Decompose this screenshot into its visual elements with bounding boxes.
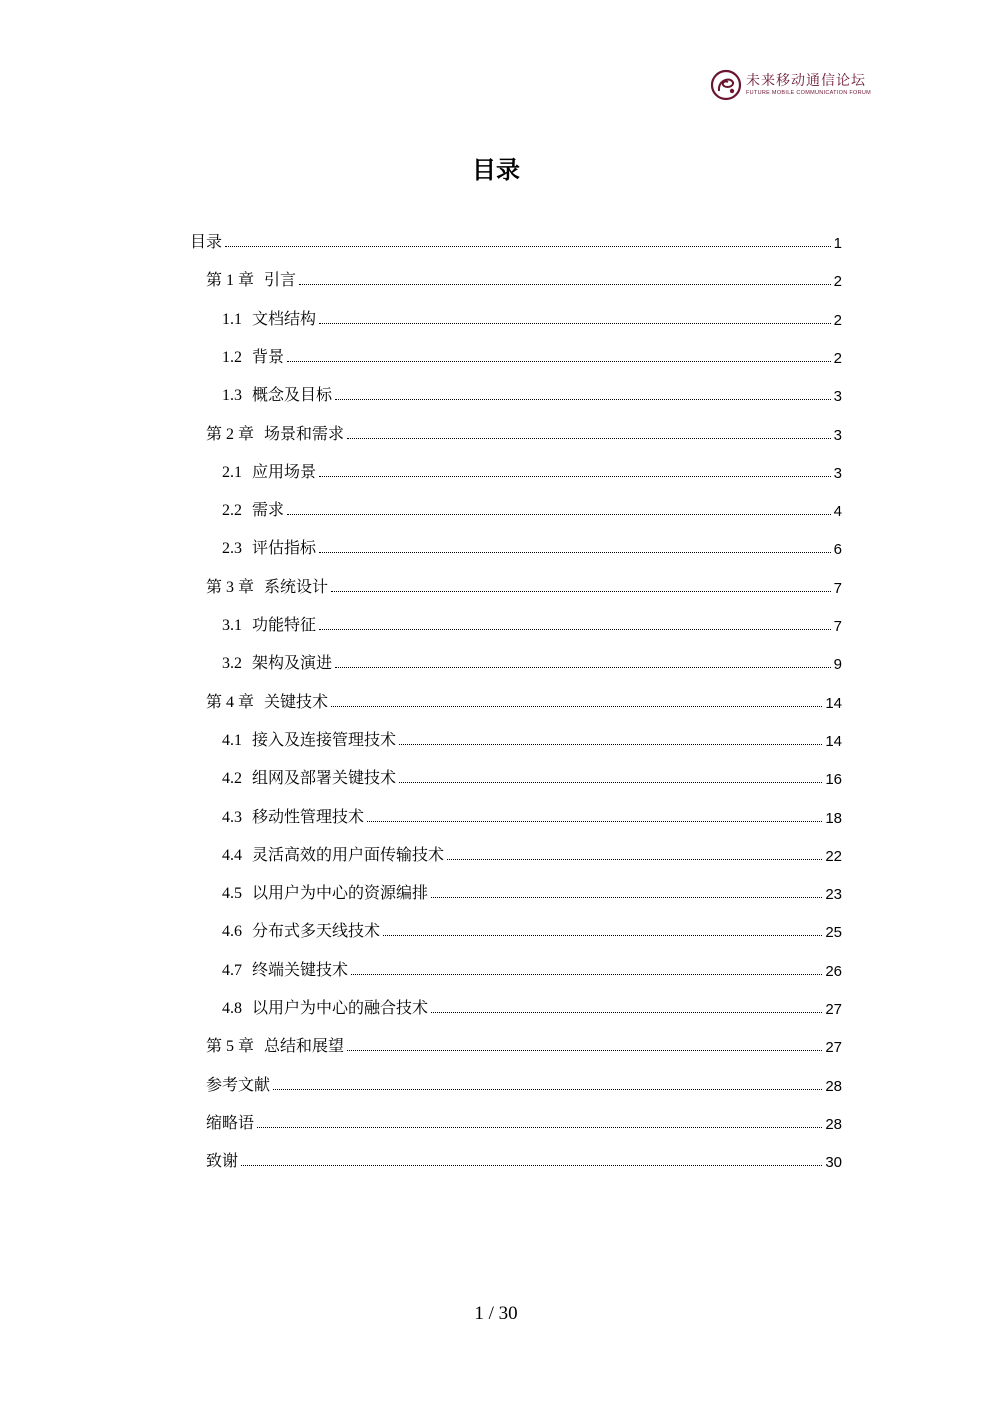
toc-entry-page: 2 (833, 273, 842, 291)
toc-entry[interactable] (222, 988, 842, 1018)
toc-leader-dots (257, 1126, 822, 1128)
toc-entry-page: 14 (825, 694, 842, 712)
toc-entry-label: 架构及演进 (252, 653, 333, 673)
toc-entry-number: 4.3 (222, 808, 242, 826)
toc-entry-text (222, 765, 396, 788)
toc-entry[interactable] (222, 528, 842, 558)
toc-entry[interactable] (206, 260, 842, 290)
toc-entry-number: 4.7 (222, 961, 242, 979)
toc-entry-page: 9 (833, 656, 842, 674)
toc-entry-number: 第 5 章 (206, 1038, 255, 1056)
toc-leader-dots (367, 820, 822, 822)
toc-entry[interactable] (206, 1065, 842, 1095)
toc-entry-label: 接入及连接管理技术 (252, 729, 397, 749)
toc-entry[interactable] (222, 873, 842, 903)
toc-entry[interactable] (222, 299, 842, 329)
toc-entry-text (222, 459, 316, 482)
toc-entry-page: 25 (825, 924, 842, 942)
toc-entry-page: 3 (833, 464, 842, 482)
toc-entry-text (222, 995, 428, 1018)
toc-entry-text (222, 727, 396, 750)
toc-leader-dots (273, 1088, 822, 1090)
toc-entry[interactable] (222, 835, 842, 865)
toc-entry-text (222, 382, 332, 405)
toc-entry-page: 14 (825, 732, 842, 750)
toc-entry-page: 18 (825, 809, 842, 827)
toc-leader-dots (431, 896, 822, 898)
toc-entry-text (222, 535, 316, 558)
toc-entry-label: 背景 (252, 346, 285, 366)
toc-entry-text (206, 1072, 270, 1095)
toc-entry-number: 2.3 (222, 540, 242, 558)
toc-entry-text (222, 804, 364, 827)
toc-leader-dots (287, 360, 831, 362)
toc-entry-text (222, 497, 284, 520)
toc-entry-page: 2 (833, 311, 842, 329)
toc-entry-text (206, 1110, 254, 1133)
logo-cn: 未来移动通信论坛 (746, 72, 866, 89)
toc-entry[interactable] (222, 452, 842, 482)
toc-leader-dots (287, 513, 831, 515)
toc-leader-dots (347, 1049, 822, 1051)
toc-entry-page: 3 (833, 426, 842, 444)
toc-entry-label: 评估指标 (252, 538, 317, 558)
toc-entry-label: 引言 (264, 270, 297, 290)
toc-entry-text (222, 306, 316, 329)
toc-entry-number: 第 3 章 (206, 578, 255, 596)
toc-entry-number: 4.5 (222, 885, 242, 903)
toc-entry-label: 致谢 (206, 1151, 239, 1171)
toc-entry-number: 1.3 (222, 387, 242, 405)
toc-entry-label: 灵活高效的用户面传输技术 (252, 844, 445, 864)
toc-entry-label: 以用户为中心的融合技术 (252, 998, 429, 1017)
toc-entry[interactable] (222, 758, 842, 788)
toc-entry-page: 28 (825, 1115, 842, 1133)
toc-entry-number: 第 2 章 (206, 425, 255, 443)
toc-leader-dots (447, 858, 822, 860)
toc-entry[interactable] (206, 1141, 842, 1171)
toc-leader-dots (319, 322, 831, 324)
toc-entry[interactable] (206, 1103, 842, 1133)
toc-entry[interactable] (190, 222, 842, 252)
toc-entry-text (222, 612, 316, 635)
toc-entry[interactable] (206, 567, 842, 597)
toc-entry-label: 关键技术 (264, 691, 329, 711)
toc-entry-text (206, 1033, 344, 1056)
toc-entry-label: 总结和展望 (264, 1036, 345, 1056)
page-title: 目录 (472, 156, 520, 184)
toc-entry-text (206, 421, 344, 444)
toc-entry-page: 26 (825, 962, 842, 980)
toc-leader-dots (347, 437, 831, 439)
toc-entry-label: 组网及部署关键技术 (252, 768, 397, 788)
toc-entry-number: 4.6 (222, 923, 242, 941)
toc-entry[interactable] (222, 337, 842, 367)
toc-entry-label: 文档结构 (252, 308, 317, 328)
toc-entry-number: 1.1 (222, 310, 242, 328)
toc-entry[interactable] (206, 1026, 842, 1056)
toc-entry-text (206, 267, 296, 290)
toc-entry-number: 4.8 (222, 1000, 242, 1017)
toc-entry-label: 功能特征 (252, 615, 317, 634)
toc-entry-page: 6 (833, 541, 842, 559)
toc-entry-number: 1.2 (222, 348, 242, 366)
toc-entry-number: 第 1 章 (206, 272, 255, 290)
toc-entry-label: 终端关键技术 (252, 959, 349, 979)
toc-entry-text (222, 880, 428, 903)
toc-leader-dots (331, 590, 831, 592)
toc-entry-text (206, 574, 328, 597)
toc-entry-label: 需求 (252, 500, 285, 520)
toc-entry[interactable] (222, 720, 842, 750)
toc-entry-page: 22 (825, 847, 842, 865)
toc-entry-number: 3.2 (222, 655, 242, 673)
toc-leader-dots (225, 245, 831, 247)
logo-text (746, 74, 871, 97)
toc-leader-dots (399, 781, 822, 783)
toc-entry-label: 分布式多天线技术 (252, 921, 381, 941)
toc-entry-page: 28 (825, 1077, 842, 1095)
toc-entry-page: 23 (825, 886, 842, 904)
toc-entry-label: 系统设计 (264, 576, 329, 596)
toc-leader-dots (241, 1164, 822, 1166)
toc-entry-label: 应用场景 (252, 461, 317, 481)
toc-entry-text (206, 689, 328, 712)
toc-entry-text (222, 957, 348, 980)
toc-entry-label: 以用户为中心的资源编排 (252, 883, 429, 903)
toc-entry-number: 3.1 (222, 617, 242, 634)
page-number: 1 / 30 (474, 1303, 518, 1324)
toc-entry-number: 2.1 (222, 463, 242, 481)
toc-entry-page: 30 (825, 1154, 842, 1172)
toc-entry-page: 2 (833, 349, 842, 367)
toc-entry[interactable] (222, 490, 842, 520)
toc-leader-dots (331, 705, 822, 707)
toc-entry-label: 场景和需求 (264, 423, 345, 443)
toc-entry-text (206, 1148, 238, 1171)
toc-leader-dots (299, 283, 831, 285)
toc-entry-text (222, 842, 444, 865)
toc-entry[interactable] (222, 605, 842, 635)
toc-entry-page: 27 (825, 1039, 842, 1057)
toc-entry-label: 参考文献 (206, 1074, 271, 1094)
toc-entry[interactable] (206, 682, 842, 712)
toc-entry[interactable] (222, 911, 842, 941)
toc-entry-number: 第 4 章 (206, 693, 255, 711)
toc-leader-dots (319, 475, 831, 477)
toc-leader-dots (431, 1011, 822, 1013)
toc-leader-dots (335, 398, 831, 400)
toc-entry-page: 16 (825, 771, 842, 789)
toc-entry[interactable] (206, 414, 842, 444)
toc-entry-page: 27 (825, 1001, 842, 1018)
toc-entry-label: 目录 (190, 232, 223, 251)
toc-leader-dots (399, 743, 822, 745)
toc-entry-number: 4.2 (222, 770, 242, 788)
toc-entry-text (222, 650, 332, 673)
toc-entry-label: 概念及目标 (252, 385, 333, 405)
toc-entry[interactable] (222, 643, 842, 673)
toc-leader-dots (383, 934, 822, 936)
toc-entry-page: 1 (833, 235, 842, 252)
toc-entry-number: 4.4 (222, 846, 242, 864)
toc-entry[interactable] (222, 375, 842, 405)
toc-entry-page: 7 (833, 618, 842, 635)
toc-entry-text (222, 918, 380, 941)
toc-leader-dots (319, 551, 831, 553)
toc-leader-dots (351, 973, 822, 975)
toc-entry-page: 3 (833, 388, 842, 406)
toc-entry-text (190, 229, 222, 252)
toc-entry-page: 7 (833, 579, 842, 597)
forum-logo (710, 68, 880, 102)
toc-leader-dots (319, 628, 831, 630)
toc-entry-page: 4 (833, 503, 842, 521)
toc-entry-label: 移动性管理技术 (252, 806, 365, 826)
forum-logo-icon (710, 69, 742, 101)
toc-leader-dots (335, 666, 831, 668)
logo-en: FUTURE MOBILE COMMUNICATION FORUM (746, 89, 871, 96)
toc-entry-number: 2.2 (222, 502, 242, 520)
toc-entry[interactable] (222, 950, 842, 980)
toc-entry-label: 缩略语 (206, 1112, 255, 1132)
toc-entry-number: 4.1 (222, 731, 242, 749)
toc-entry-text (222, 344, 284, 367)
toc-entry[interactable] (222, 797, 842, 827)
